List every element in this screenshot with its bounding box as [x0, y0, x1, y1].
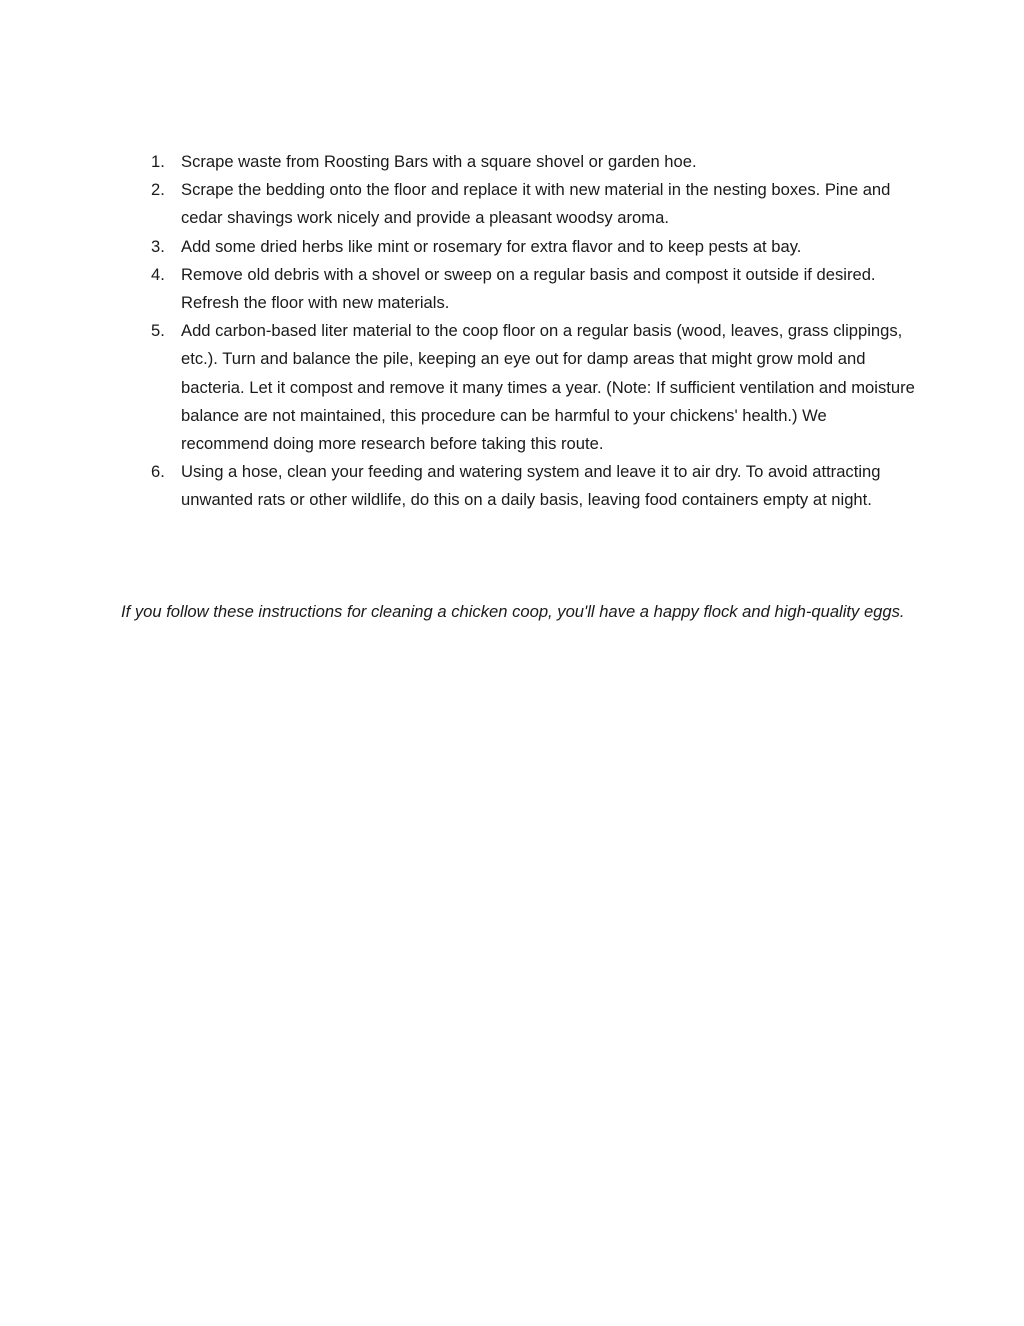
cleaning-steps-list [146, 148, 916, 515]
step-number: 1. [151, 152, 165, 171]
list-item [146, 233, 916, 261]
step-text: Using a hose, clean your feeding and watering system and leave it to air dry. To avoid attracting unwanted rats or other wildlife, do this on a daily basis, leaving food containers empty at night. [181, 462, 881, 510]
step-number: 3. [151, 236, 165, 256]
list-item [146, 317, 916, 458]
closing-paragraph: If you follow these instructions for cleaning a chicken coop, you'll have a happy flock and high-quality eggs. [121, 602, 905, 621]
step-number: 4. [151, 264, 165, 284]
step-number: 2. [151, 180, 165, 200]
list-item [146, 261, 916, 317]
step-number: 6. [151, 462, 165, 482]
list-item [146, 176, 916, 232]
step-text: Add carbon-based liter material to the coop floor on a regular basis (wood, leaves, grass clippings, etc.). Turn and balance the pile, keeping an eye out for damp areas that might grow mold and bacteria. Let it compost and remove it many times a year. (Note: If sufficient ventilation and moisture balance are not maintained, this procedure can be harmful to your chickens' health.) We recommend doing more research before taking this route. [181, 321, 915, 454]
step-text: Add some dried herbs like mint or rosemary for extra flavor and to keep pests at bay. [181, 236, 802, 256]
list-item [146, 458, 916, 514]
list-item [146, 148, 916, 176]
step-text: Remove old debris with a shovel or sweep on a regular basis and compost it outside if desired. Refresh the floor with new materials. [181, 264, 876, 313]
step-text: Scrape waste from Roosting Bars with a square shovel or garden hoe. [181, 152, 697, 171]
step-text: Scrape the bedding onto the floor and replace it with new material in the nesting boxes. Pine and cedar shavings work nicely and provide a pleasant woodsy aroma. [181, 180, 891, 228]
step-number: 5. [151, 321, 165, 341]
